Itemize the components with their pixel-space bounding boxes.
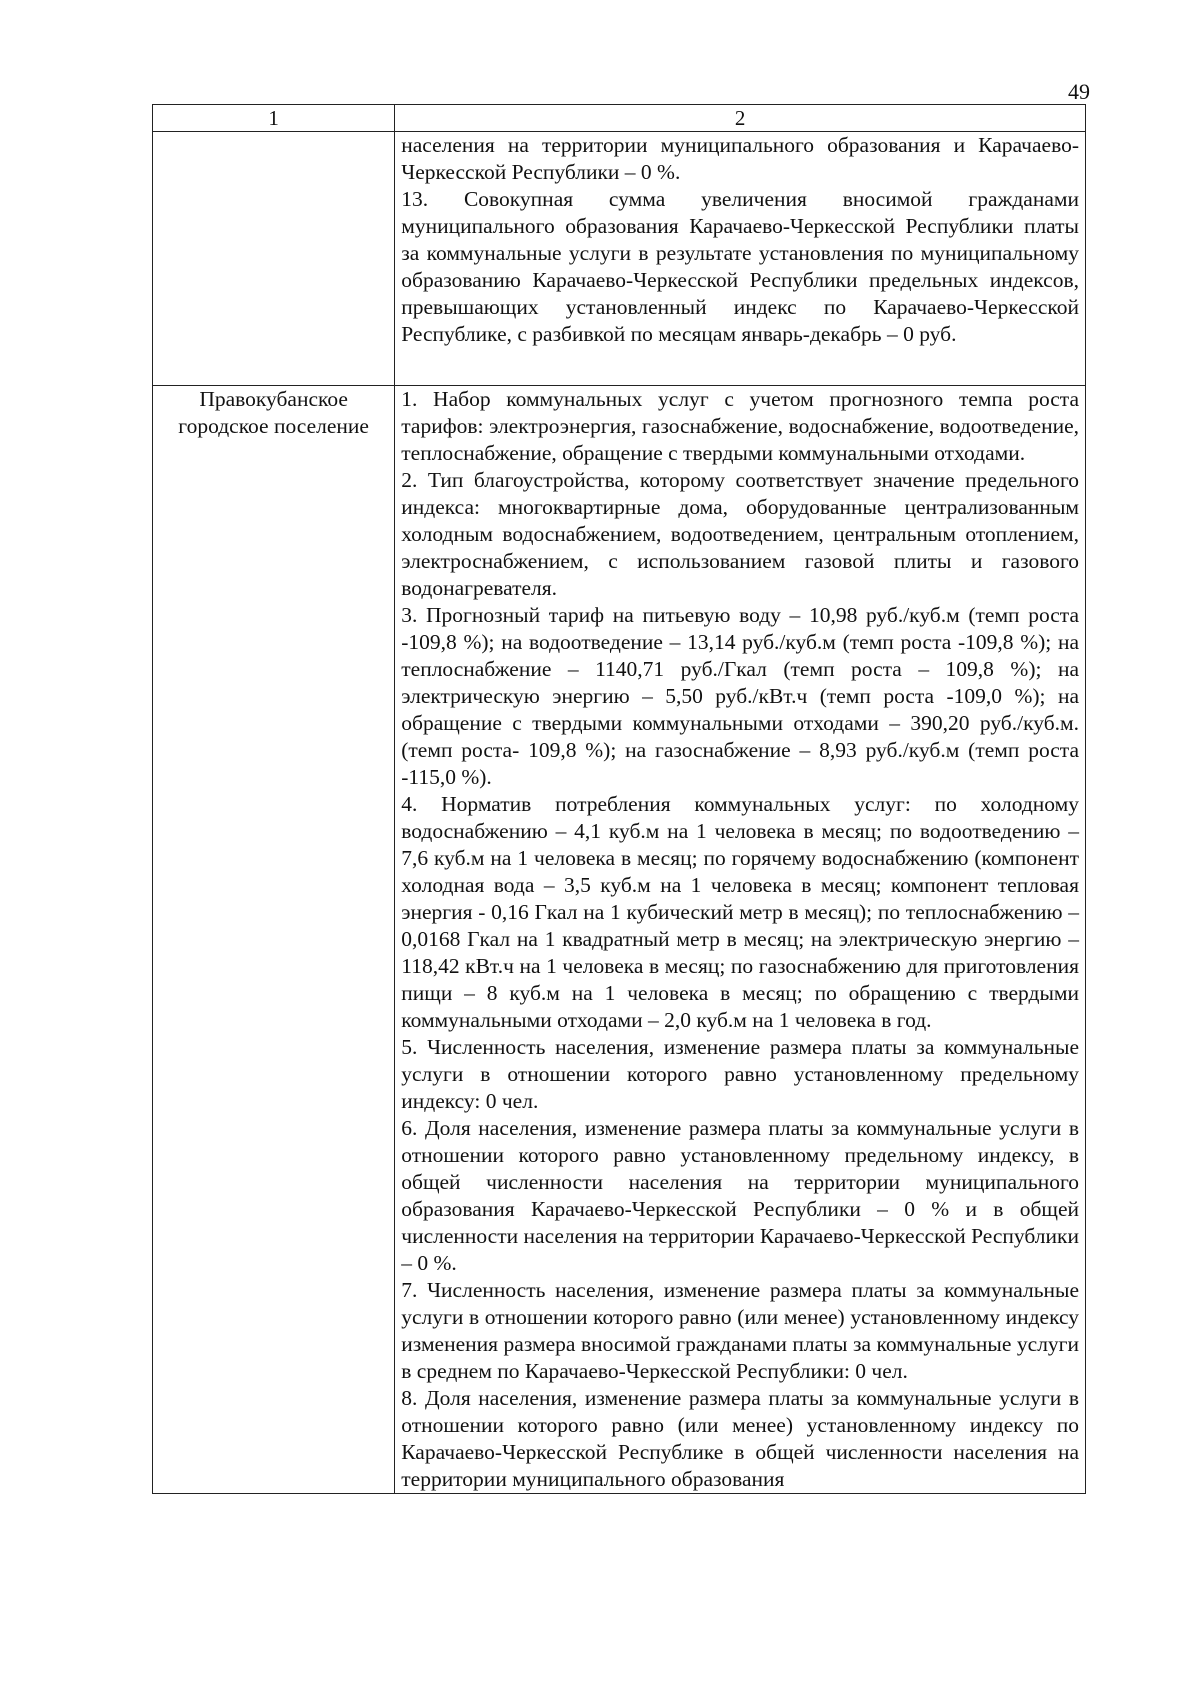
paragraph: 13. Совокупная сумма увеличения вносимой гражданами муниципального образования Карачаево-Черкесской Республики платы за коммунальные услуги в результате установления по муниципальному образованию Карачаево-Черкесской Республики предельных индексов, превышающих установленный индекс по Карачаево-Черкесской Республике, с разбивкой по месяцам январь-декабрь – 0 руб.	[401, 187, 1079, 346]
page-number: 49	[1068, 79, 1090, 104]
paragraph: 5. Численность населения, изменение размера платы за коммунальные услуги в отношении которого равно установленному предельному индексу: 0 чел.	[401, 1035, 1079, 1113]
paragraph: населения на территории муниципального образования и Карачаево-Черкесской Республики – 0 %.	[401, 133, 1079, 184]
table-row	[153, 132, 1086, 386]
municipality-name-cell: Правокубанское городское поселение	[153, 386, 395, 1494]
municipality-name-cell	[153, 132, 395, 386]
column-header-1: 1	[153, 105, 395, 132]
description-cell	[395, 386, 1086, 1494]
tariff-table	[152, 104, 1086, 1494]
paragraph: 4. Норматив потребления коммунальных услуг: по холодному водоснабжению – 4,1 куб.м на 1 человека в месяц; по водоотведению – 7,6 куб.м на 1 человека в месяц; по горячему водоснабжению (компонент холодная вода – 3,5 куб.м на 1 человека в месяц; компонент тепловая энергия - 0,16 Гкал на 1 кубический метр в месяц); по теплоснабжению – 0,0168 Гкал на 1 квадратный метр в месяц; на электрическую энергию – 118,42 кВт.ч на 1 человека в месяц; по газоснабжению для приготовления пищи – 8 куб.м на 1 человека в месяц; по обращению с твердыми коммунальными отходами – 2,0 куб.м на 1 человека в год.	[401, 792, 1079, 1032]
paragraph: 3. Прогнозный тариф на питьевую воду – 10,98 руб./куб.м (темп роста -109,8 %); на водоотведение – 13,14 руб./куб.м (темп роста -109,8 %); на теплоснабжение – 1140,71 руб./Гкал (темп роста – 109,8 %); на электрическую энергию – 5,50 руб./кВт.ч (темп роста -109,0 %); на обращение с твердыми коммунальными отходами – 390,20 руб./куб.м. (темп роста- 109,8 %); на газоснабжение – 8,93 руб./куб.м (темп роста -115,0 %).	[401, 603, 1079, 789]
paragraph: 8. Доля населения, изменение размера платы за коммунальные услуги в отношении которого равно (или менее) установленному индексу по Карачаево-Черкесской Республике в общей численности населения на территории муниципального образования	[401, 1386, 1079, 1491]
table-header-row	[153, 105, 1086, 132]
description-cell	[395, 132, 1086, 386]
column-header-2: 2	[395, 105, 1086, 132]
paragraph: 2. Тип благоустройства, которому соответствует значение предельного индекса: многоквартирные дома, оборудованные централизованным холодным водоснабжением, водоотведением, центральным отоплением, электроснабжением, с использованием газовой плиты и газового водонагревателя.	[401, 468, 1079, 600]
table-row	[153, 386, 1086, 1494]
paragraph: 7. Численность населения, изменение размера платы за коммунальные услуги в отношении которого равно (или менее) установленному индексу изменения размера вносимой гражданами платы за коммунальные услуги в среднем по Карачаево-Черкесской Республики: 0 чел.	[401, 1278, 1079, 1383]
paragraph: 1. Набор коммунальных услуг с учетом прогнозного темпа роста тарифов: электроэнергия, газоснабжение, водоснабжение, водоотведение, теплоснабжение, обращение с твердыми коммунальными отходами.	[401, 387, 1079, 465]
paragraph: 6. Доля населения, изменение размера платы за коммунальные услуги в отношении которого равно установленному предельному индексу, в общей численности населения на территории муниципального образования Карачаево-Черкесской Республики – 0 % и в общей численности населения на территории Карачаево-Черкесской Республики – 0 %.	[401, 1116, 1079, 1275]
